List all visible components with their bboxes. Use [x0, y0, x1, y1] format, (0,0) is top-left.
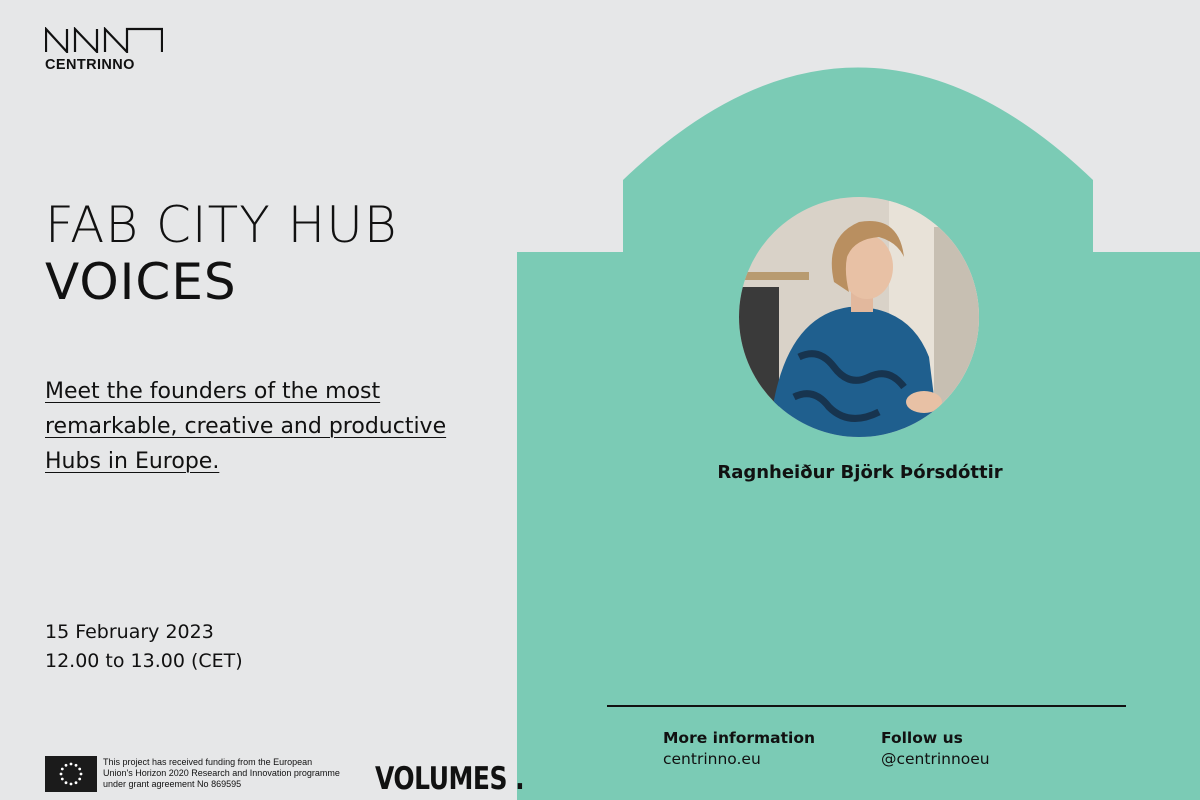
website-link[interactable]: centrinno.eu	[663, 750, 761, 768]
title-line-1: FAB CITY HUB	[45, 196, 398, 254]
eu-funding-text: This project has received funding from the European Union's Horizon 2020 Research and Innovation programme under grant agreement No 869595	[103, 757, 340, 789]
speaker-name: Ragnheiður Björk Þórsdóttir	[717, 462, 1003, 483]
social-handle-link[interactable]: @centrinnoeu	[881, 750, 990, 768]
speaker-photo	[739, 197, 979, 437]
volumes-logo: VOLUMES .	[375, 760, 525, 797]
page-title	[45, 197, 398, 311]
event-date: 15 February 2023	[45, 621, 214, 643]
more-information-label: More information	[663, 729, 816, 747]
follow-us-label: Follow us	[881, 729, 963, 747]
centrinno-logo	[45, 27, 175, 73]
eu-flag-icon	[45, 756, 97, 792]
event-time: 12.00 to 13.00 (CET)	[45, 650, 243, 672]
brand-name: CENTRINNO	[45, 57, 135, 73]
info-divider	[607, 705, 1126, 707]
centrinno-logo-mark	[45, 27, 163, 53]
title-line-2: VOICES	[45, 253, 237, 311]
tagline-link[interactable]: Meet the founders of the most remarkable, creative and productive Hubs in Europe.	[45, 379, 447, 474]
